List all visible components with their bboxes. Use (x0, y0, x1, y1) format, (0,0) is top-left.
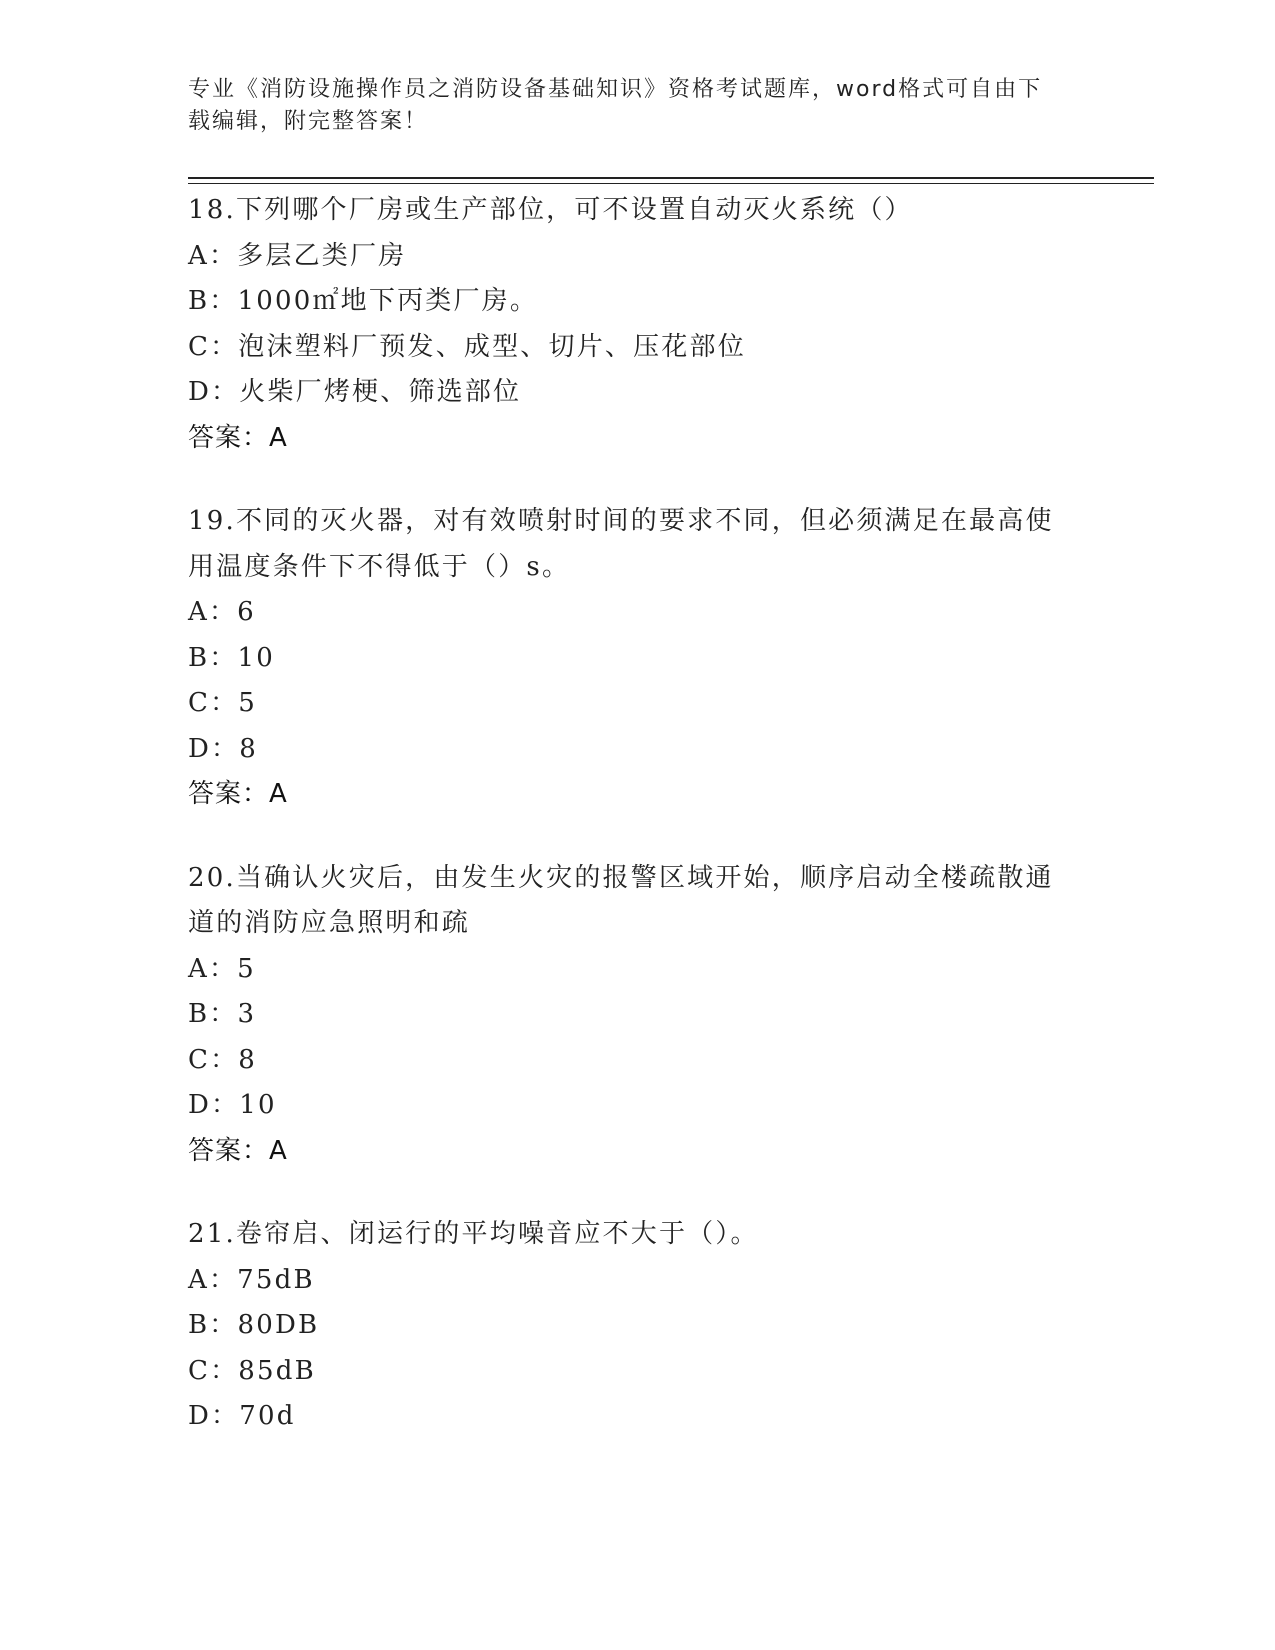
header-rule-thin (188, 183, 1154, 184)
question-stem: 19.不同的灭火器，对有效喷射时间的要求不同，但必须满足在最高使 (188, 506, 1054, 536)
option-c: C：5 (188, 688, 258, 718)
question-stem: 18.下列哪个厂房或生产部位，可不设置自动灭火系统（） (188, 195, 913, 225)
option-c: C：泡沫塑料厂预发、成型、切片、压花部位 (188, 331, 746, 362)
option-d: D：70d (188, 1401, 296, 1431)
option-b: B：80DB (188, 1310, 320, 1340)
question-stem: 20.当确认火灾后，由发生火灾的报警区域开始，顺序启动全楼疏散通 (188, 862, 1054, 893)
option-a: A：6 (188, 597, 256, 627)
option-d: D：8 (188, 733, 258, 764)
question-list (188, 188, 1088, 1478)
option-d: D：10 (188, 1090, 277, 1120)
answer: 答案：A (188, 422, 288, 453)
question-20 (188, 856, 1088, 1175)
option-b: B：3 (188, 999, 257, 1029)
question-stem-continued: 用温度条件下不得低于（）s。 (188, 551, 571, 582)
question-21 (188, 1212, 1088, 1440)
option-a: A：5 (188, 953, 256, 984)
header-rule-thick (188, 177, 1154, 179)
question-stem-continued: 道的消防应急照明和疏 (188, 908, 471, 938)
document-header (188, 74, 1088, 138)
option-c: C：85dB (188, 1355, 316, 1386)
option-b: B：1000㎡地下丙类厂房。 (188, 286, 539, 316)
option-b: B：10 (188, 642, 275, 673)
question-stem: 21.卷帘启、闭运行的平均噪音应不大于（）。 (188, 1219, 759, 1249)
question-18 (188, 188, 1088, 461)
option-c: C：8 (188, 1044, 258, 1075)
header-line-2: 载编辑，附完整答案！ (188, 109, 429, 134)
answer: 答案：A (188, 779, 288, 809)
option-a: A：多层乙类厂房 (188, 240, 407, 271)
option-a: A：75dB (188, 1264, 315, 1295)
header-line-1: 专业《消防设施操作员之消防设备基础知识》资格考试题库，word格式可自由下 (188, 77, 1043, 102)
option-d: D：火柴厂烤梗、筛选部位 (188, 377, 522, 407)
question-19 (188, 499, 1088, 818)
answer: 答案：A (188, 1135, 288, 1166)
